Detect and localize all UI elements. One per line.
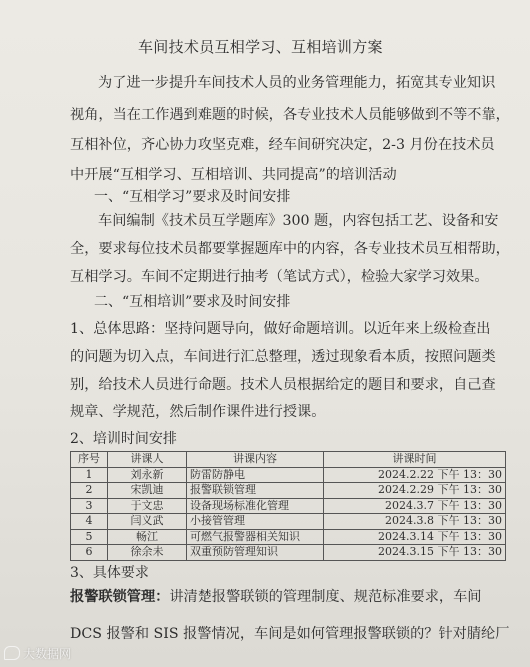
section1-line-2: 全，要求每位技术员都要掌握题库中的内容，各专业技术员互相帮助， <box>70 241 510 257</box>
cell-content: 小接管管理 <box>187 514 324 530</box>
cell-content: 可燃气报警器相关知识 <box>187 529 324 545</box>
document-title: 车间技术员互相学习、互相培训方案 <box>138 38 383 56</box>
cell-no: 3 <box>71 498 108 514</box>
table-row <box>71 529 506 545</box>
cell-no: 4 <box>71 514 108 530</box>
requirements-line-1 <box>70 587 481 607</box>
intro-line-2: 视角，当在工作遇到难题的时候，各专业技术人员能够做到不等不靠， <box>70 107 510 123</box>
cell-no: 5 <box>71 529 108 545</box>
section2-line-3: 别，给技术人员进行命题。技术人员根据给定的题目和要求，自己查 <box>70 377 496 393</box>
requirements-heading: 3、具体要求 <box>70 565 149 581</box>
chat-bubble-icon <box>4 646 20 660</box>
section1-line-1: 车间编制《技术员互学题库》300 题，内容包括工艺、设备和安 <box>98 213 499 229</box>
cell-time: 2024.2.22 下午 13：30 <box>324 467 506 483</box>
section1-heading: 一、“互相学习”要求及时间安排 <box>94 189 291 205</box>
cell-lecturer: 宋凯迪 <box>108 483 187 499</box>
table-header-row <box>71 452 506 468</box>
table-row <box>71 467 506 483</box>
col-header-content: 讲课内容 <box>187 452 324 468</box>
cell-time: 2024.3.14 下午 13：30 <box>324 529 506 545</box>
cell-time: 2024.2.29 下午 13：30 <box>324 483 506 499</box>
cell-content: 设备现场标准化管理 <box>187 498 324 514</box>
requirements-line-1-text: 讲清楚报警联锁的管理制度、规范标准要求，车间 <box>169 589 482 605</box>
table-row <box>71 545 506 561</box>
training-schedule-table <box>70 451 506 561</box>
table-row <box>71 514 506 530</box>
section2-line-4: 规章、学规范，然后制作课件进行授课。 <box>70 404 326 420</box>
section2-line-2: 的问题为切入点，车间进行汇总整理，透过现象看本质，按照问题类 <box>70 349 496 365</box>
cell-lecturer: 闫义武 <box>108 514 187 530</box>
cell-content: 防雷防静电 <box>187 467 324 483</box>
watermark <box>4 645 71 662</box>
cell-lecturer: 于文忠 <box>108 498 187 514</box>
watermark-text: 大数据网 <box>23 647 72 661</box>
intro-line-3: 互相补位，齐心协力攻坚克难，经车间研究决定，2-3 月份在技术员 <box>70 137 495 153</box>
col-header-lecturer: 讲课人 <box>108 452 187 468</box>
section2-heading: 二、“互相培训”要求及时间安排 <box>94 294 291 310</box>
intro-line-1: 为了进一步提升车间技术人员的业务管理能力，拓宽其专业知识 <box>98 75 496 91</box>
cell-lecturer: 刘永新 <box>108 467 187 483</box>
section2-line-1: 1、总体思路：坚持问题导向，做好命题培训。以近年来上级检查出 <box>70 321 491 337</box>
cell-content: 双重预防管理知识 <box>187 545 324 561</box>
cell-no: 2 <box>71 483 108 499</box>
cell-no: 1 <box>71 467 108 483</box>
col-header-time: 讲课时间 <box>324 452 506 468</box>
cell-lecturer: 畅江 <box>108 529 187 545</box>
table-row <box>71 483 506 499</box>
schedule-heading: 2、培训时间安排 <box>70 431 177 447</box>
section1-line-3: 互相学习。车间不定期进行抽考（笔试方式），检验大家学习效果。 <box>70 269 489 285</box>
cell-no: 6 <box>71 545 108 561</box>
table-row <box>71 498 506 514</box>
requirements-line-2: DCS 报警和 SIS 报警情况，车间是如何管理报警联锁的？针对腈纶厂 <box>70 626 510 642</box>
cell-time: 2024.3.15 下午 13：30 <box>324 545 506 561</box>
intro-line-4: 中开展“互相学习、互相培训、共同提高”的培训活动 <box>70 167 397 183</box>
cell-time: 2024.3.7 下午 13：30 <box>324 498 506 514</box>
col-header-no: 序号 <box>71 452 108 468</box>
cell-content: 报警联锁管理 <box>187 483 324 499</box>
requirements-lead: 报警联锁管理： <box>70 589 170 605</box>
cell-time: 2024.3.8 下午 13：30 <box>324 514 506 530</box>
cell-lecturer: 徐余未 <box>108 545 187 561</box>
